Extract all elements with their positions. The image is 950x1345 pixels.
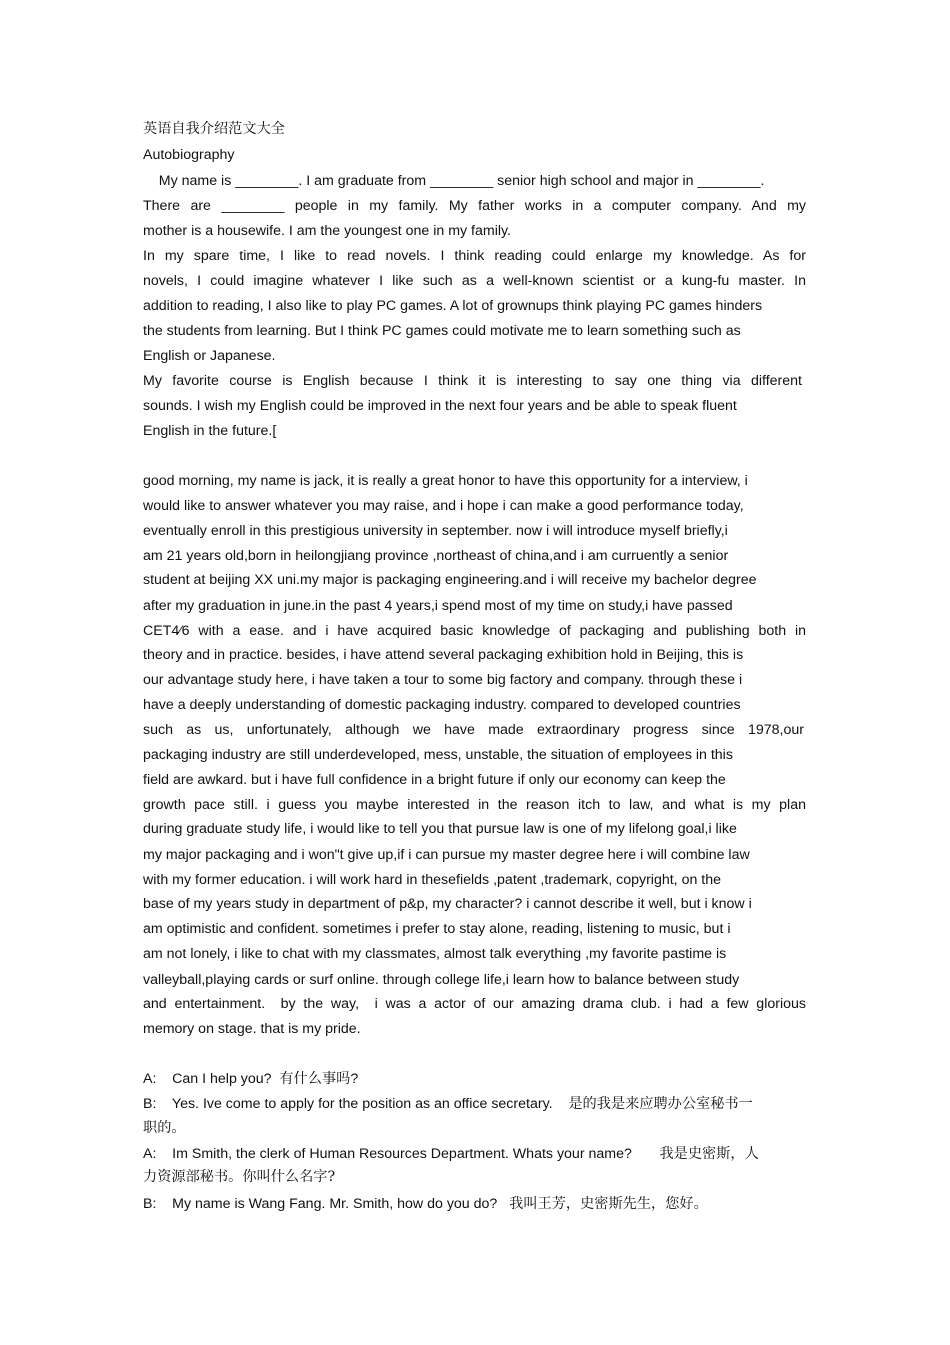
paragraph-line: My name is ________. I am graduate from ________ senior high school and major in ________. — [143, 173, 765, 189]
paragraph-line: sounds. I wish my English could be improved in the next four years and be able to speak fluent — [143, 398, 737, 414]
document-title: 英语自我介绍范文大全 — [143, 121, 285, 137]
speech-line: my major packaging and i won"t give up,if i can pursue my master degree here i will combine law — [143, 847, 750, 863]
speech-line: such as us, unfortunately, although we have made extraordinary progress since 1978,our — [143, 722, 804, 738]
speech-line: growth pace still. i guess you maybe interested in the reason itch to law, and what is my plan — [143, 797, 806, 813]
speech-line: base of my years study in department of p&p, my character? i cannot describe it well, but i know i — [143, 896, 752, 912]
dialogue-line: 职的。 — [143, 1120, 186, 1136]
speech-line: our advantage study here, i have taken a tour to some big factory and company. through these i — [143, 672, 743, 688]
speech-line: packaging industry are still underdeveloped, mess, unstable, the situation of employees in this — [143, 747, 733, 763]
paragraph-line: English in the future.[ — [143, 423, 277, 439]
paragraph-line: addition to reading, I also like to play PC games. A lot of grownups think playing PC games hinders — [143, 298, 763, 314]
speech-line: would like to answer whatever you may raise, and i hope i can make a good performance today, — [143, 498, 744, 514]
dialogue-line: 力资源部秘书。你叫什么名字? — [143, 1169, 336, 1185]
speech-line: memory on stage. that is my pride. — [143, 1021, 361, 1037]
speech-line: am 21 years old,born in heilongjiang province ,northeast of china,and i am curruently a senior — [143, 548, 729, 564]
speech-line: theory and in practice. besides, i have attend several packaging exhibition hold in Beijing, this is — [143, 647, 744, 663]
dialogue-line: A: Can I help you? 有什么事吗? — [143, 1071, 359, 1087]
speech-line: during graduate study life, i would like to tell you that pursue law is one of my lifelong goal,i like — [143, 821, 737, 837]
speech-line: after my graduation in june.in the past 4 years,i spend most of my time on study,i have passed — [143, 598, 733, 614]
speech-line: field are awkard. but i have full confidence in a bright future if only our economy can keep the — [143, 772, 726, 788]
dialogue-line: B: My name is Wang Fang. Mr. Smith, how do you do? 我叫王芳，史密斯先生，您好。 — [143, 1196, 708, 1212]
paragraph-line: the students from learning. But I think PC games could motivate me to learn something such as — [143, 323, 741, 339]
speech-line: am not lonely, i like to chat with my classmates, almost talk everything ,my favorite pastime is — [143, 946, 727, 962]
speech-line: good morning, my name is jack, it is really a great honor to have this opportunity for a interview, i — [143, 473, 748, 489]
speech-line: and entertainment. by the way, i was a actor of our amazing drama club. i had a few glorious — [143, 996, 806, 1012]
speech-line: am optimistic and confident. sometimes i prefer to stay alone, reading, listening to music, but i — [143, 921, 731, 937]
paragraph-line: My favorite course is English because I think it is interesting to say one thing via different — [143, 373, 802, 389]
dialogue-line: B: Yes. Ive come to apply for the position as an office secretary. 是的我是来应聘办公室秘书一 — [143, 1096, 753, 1112]
paragraph-line: In my spare time, I like to read novels. I think reading could enlarge my knowledge. As for — [143, 248, 806, 264]
section-heading: Autobiography — [143, 147, 235, 163]
paragraph-line: mother is a housewife. I am the youngest one in my family. — [143, 223, 511, 239]
speech-line: student at beijing XX uni.my major is packaging engineering.and i will receive my bachelor degree — [143, 572, 757, 588]
speech-line: CET4⁄6 with a ease. and i have acquired basic knowledge of packaging and publishing both in — [143, 623, 806, 639]
speech-line: valleyball,playing cards or surf online. through college life,i learn how to balance between study — [143, 972, 740, 988]
speech-line: with my former education. i will work hard in thesefields ,patent ,trademark, copyright, on the — [143, 872, 722, 888]
paragraph-line: English or Japanese. — [143, 348, 276, 364]
paragraph-line: novels, I could imagine whatever I like such as a well-known scientist or a kung-fu master. In — [143, 273, 806, 289]
paragraph-line: There are ________ people in my family. My father works in a computer company. And my — [143, 198, 806, 214]
speech-line: eventually enroll in this prestigious university in september. now i will introduce myself briefly,i — [143, 523, 728, 539]
speech-line: have a deeply understanding of domestic packaging industry. compared to developed countries — [143, 697, 741, 713]
dialogue-line: A: Im Smith, the clerk of Human Resources Department. Whats your name? 我是史密斯，人 — [143, 1146, 759, 1162]
